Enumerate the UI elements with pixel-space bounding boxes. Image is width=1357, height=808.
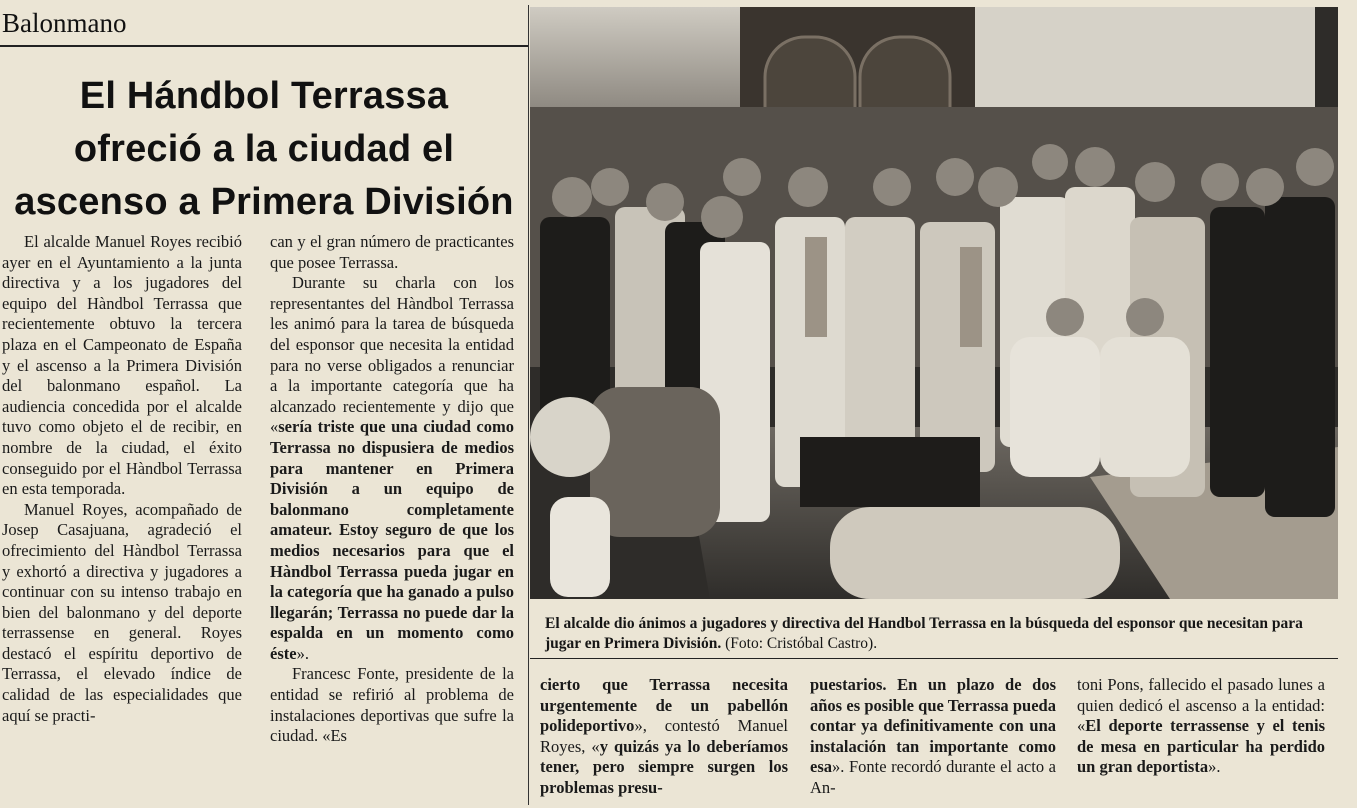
headline-line-2: ofreció a la ciudad el <box>73 128 455 170</box>
headline-line-1: El Hándbol Terrassa <box>79 75 449 117</box>
quote-bold: El deporte terrassense y el tenis de mesa en particular ha perdido un gran deportista <box>1077 716 1325 777</box>
paragraph <box>810 675 1056 799</box>
paragraph <box>270 273 514 664</box>
text-run: », contestó Manuel Royes, « <box>540 716 788 756</box>
quote-bold: cierto que Terrassa necesita urgentemente de un pabellón polideportivo <box>540 675 788 736</box>
section-rule <box>0 45 528 47</box>
paragraph: El alcalde Manuel Royes recibió ayer en el Ayuntamiento a la junta directiva y a los jugadores del equipo del Hàndbol Terrassa que recientemente obtuvo la tercera plaza en el Campeonato de España y el ascenso a la Primera División del balonmano español. La audiencia concedida por el alcalde tuvo como objeto el de recibir, en nombre de la ciudad, el éxito conseguido por el Hàndbol Terrassa en esta temporada. <box>2 232 242 499</box>
headline-line-3: ascenso a Primera División <box>14 181 514 223</box>
paragraph <box>1077 675 1325 778</box>
text-run: ». Fonte recordó durante el acto a An- <box>810 757 1056 797</box>
photo-credit: (Foto: Cristóbal Castro). <box>721 635 878 652</box>
article-column-2 <box>270 232 514 802</box>
text-run: ». <box>296 643 309 663</box>
article-column-1 <box>2 232 242 802</box>
text-run: ». <box>1208 757 1221 777</box>
article-column-4 <box>810 675 1056 805</box>
caption-text: El alcalde dio ánimos a jugadores y directiva del Handbol Terrassa en la búsqueda del esponsor que necesitan para jugar en Primera División. <box>545 615 1303 652</box>
caption-rule <box>530 658 1338 659</box>
text-run: toni Pons, fallecido el pasado lunes a quien dedicó el ascenso a la entidad: « <box>1077 675 1325 736</box>
paragraph <box>540 675 788 799</box>
headline <box>0 70 528 229</box>
quote-bold: puestarios. En un plazo de dos años es posible que Terrassa pueda contar ya definitivamente con una instalación tan importante como esa <box>810 675 1056 777</box>
paragraph: can y el gran número de practicantes que posee Terrassa. <box>270 232 514 272</box>
text-run: Durante su charla con los representantes del Hàndbol Terrassa les animó para la tarea de búsqueda del esponsor que necesita la entidad para no verse obligados a renunciar a la importante categoría que ha alcanzado recientemente y dijo que « <box>270 273 514 437</box>
article-column-5 <box>1077 675 1325 805</box>
quote-bold: y quizás ya lo deberíamos tener, pero siempre surgen los problemas presu- <box>540 736 788 797</box>
paragraph: Francesc Fonte, presidente de la entidad se refirió al problema de instalaciones deportivas que sufre la ciudad. «Es <box>270 664 514 746</box>
section-label: Balonmano <box>2 8 127 38</box>
quote-bold: sería triste que una ciudad como Terrassa no dispusiera de medios para mantener en Primera División a un equipo de balonmano completamente amateur. Estoy seguro de que los medios necesarios para que el Hàndbol Terrassa pueda jugar en la categoría que ha ganado a pulso llegarán; Terrassa no puede dar la espalda en un momento como éste <box>270 417 514 663</box>
press-photo <box>530 7 1338 599</box>
article-column-3 <box>540 675 788 805</box>
photo-caption <box>545 614 1335 654</box>
paragraph: Manuel Royes, acompañado de Josep Casajuana, agradeció el ofrecimiento del Hàndbol Terrassa y exhortó a directiva y jugadores a continuar con su intenso trabajo en bien del balonmano y del deporte terrassense en general. Royes destacó el espíritu deportivo de Terrassa, el elevado índice de calidad de las especialidades que aquí se practi- <box>2 499 242 725</box>
column-divider <box>528 5 529 805</box>
